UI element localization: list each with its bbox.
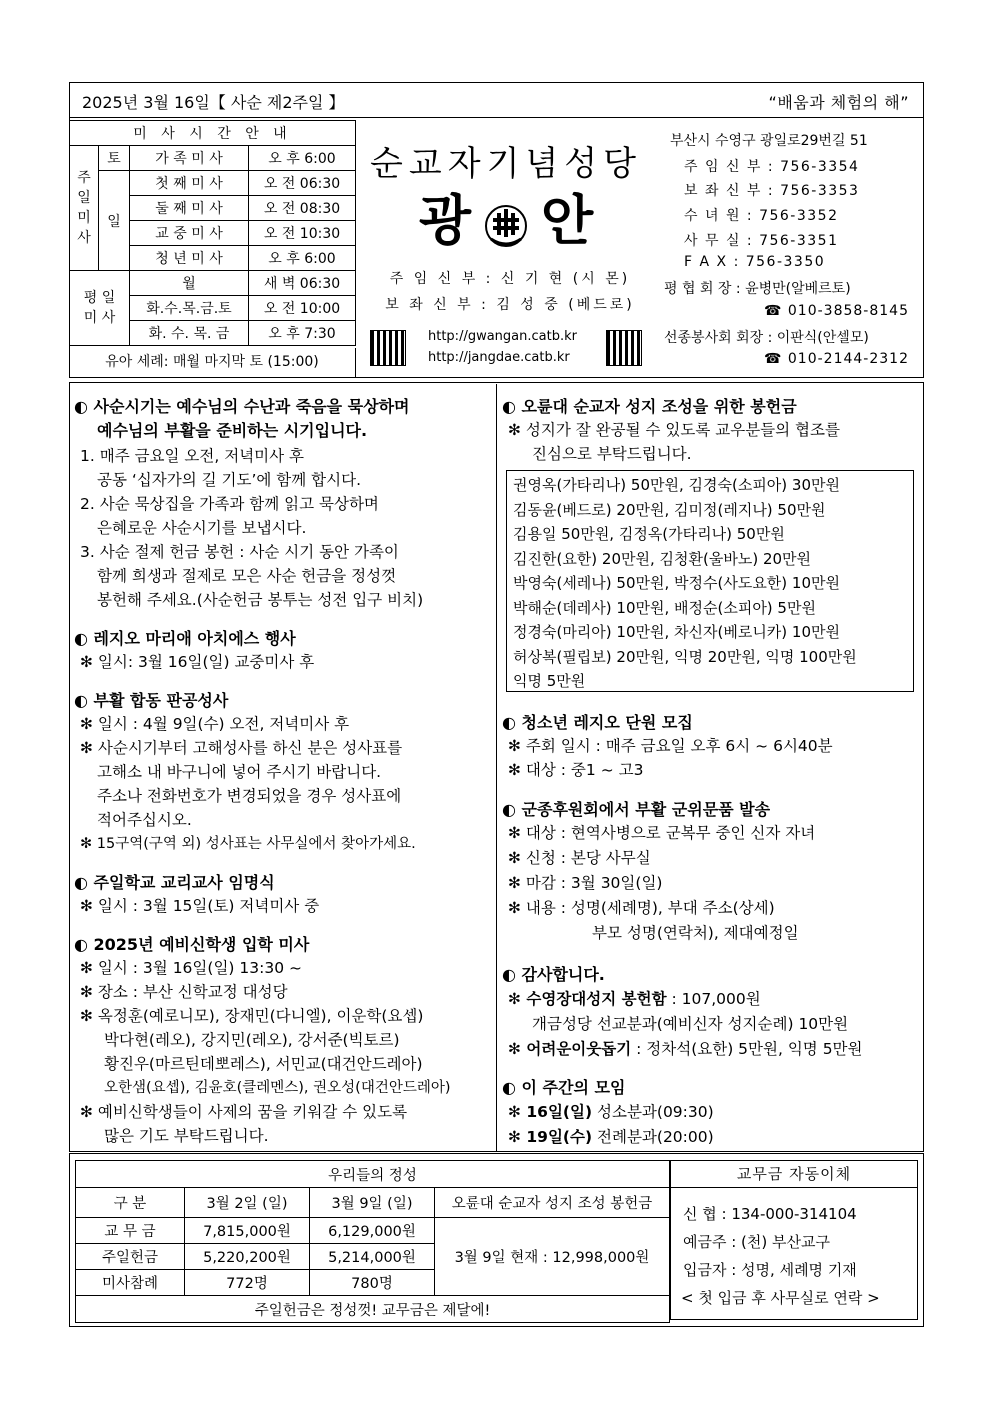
lent-item: 함께 희생과 절제로 모은 사순 헌금을 정성껏 (97, 567, 397, 585)
mass-time: 오 후 6:00 (249, 246, 356, 271)
church-subtitle: 순교자기념성당 (370, 144, 642, 184)
website-link[interactable]: http://jangdae.catb.kr (428, 350, 570, 365)
sunday-mass-label: 주 일 미 사 (70, 146, 99, 271)
contact-line: 주 임 신 부 : 756-3354 (684, 159, 860, 175)
lent-item: 1. 매주 금요일 오전, 저녁미사 후 (80, 447, 305, 465)
account-holder: 예금주 : (천) 부산교구 (683, 1233, 830, 1251)
meeting-date: ✻ 19일(수) (508, 1128, 593, 1146)
military-gift-item: ✻ 신청 : 본당 사무실 (508, 849, 651, 867)
website-link[interactable]: http://gwangan.catb.kr (428, 329, 577, 344)
lent-item: 3. 사순 절제 헌금 봉헌 : 사순 시기 동안 가족이 (80, 543, 399, 561)
row-label: 교 무 금 (76, 1218, 185, 1244)
lent-item: 2. 사순 묵상집을 가족과 함께 읽고 묵상하며 (80, 495, 379, 513)
col-header: 구 분 (76, 1188, 185, 1218)
column-divider (496, 384, 497, 1152)
pastor-line: 주 임 신 부 : 신 기 현 (시 몬) (389, 271, 631, 287)
council-president: 평 협 회 장 : 윤병만(알베르토) (664, 281, 851, 297)
seminary-item: ✻ 옥정훈(예로니모), 장재민(다니엘), 이운학(요셉) (80, 1007, 424, 1025)
youth-legio-item: ✻ 대상 : 중1 ~ 고3 (508, 761, 644, 779)
teacher-item: ✻ 일시 : 3월 15일(토) 저녁미사 중 (80, 897, 320, 915)
seminary-item: 박다현(레오), 강지민(레오), 강서준(빅토르) (104, 1031, 400, 1049)
assistant-priest-line: 보 좌 신 부 : 김 성 중 (베드로) (385, 297, 635, 313)
seminary-item: 많은 기도 부탁드립니다. (104, 1127, 269, 1145)
donor-line: 박해순(데레사) 10만원, 배정순(소피아) 5만원 (513, 598, 816, 617)
confession-heading: ◐ 부활 합동 판공성사 (74, 691, 229, 710)
contact-line: 수 녀 원 : 756-3352 (684, 208, 839, 224)
legio-heading: ◐ 레지오 마리애 아치에스 행사 (74, 629, 296, 648)
row-value: 780명 (310, 1270, 435, 1296)
donor-line: 허상복(필립보) 20만원, 익명 20만원, 익명 100만원 (513, 647, 857, 666)
contact-line: 보 좌 신 부 : 756-3353 (684, 183, 860, 199)
meeting-date: ✻ 16일(일) (508, 1103, 593, 1121)
youth-legio-item: ✻ 주회 일시 : 매주 금요일 오후 6시 ~ 6시40분 (508, 737, 833, 755)
mass-name: 화. 수. 목. 금 (130, 321, 249, 346)
confession-item: ✻ 일시 : 4월 9일(수) 오전, 저녁미사 후 (80, 715, 350, 733)
thanks-item (508, 987, 761, 1009)
lent-item: 봉헌해 주세요.(사순헌금 봉투는 성전 입구 비치) (97, 591, 424, 609)
offering-table (75, 1160, 670, 1323)
mass-schedule-table (69, 120, 356, 346)
mass-name: 화.수.목.금.토 (130, 296, 249, 321)
seminary-item: ✻ 일시 : 3월 16일(일) 13:30 ~ (80, 959, 302, 977)
auto-transfer-box (670, 1160, 918, 1320)
saturday-label: 토 (99, 146, 130, 171)
thanks-item-label: ✻ 수영장대성지 봉헌함 (508, 990, 667, 1008)
row-value: 6,129,000원 (310, 1218, 435, 1244)
row-value: 772명 (185, 1270, 310, 1296)
contact-line: F A X : 756-3350 (684, 254, 826, 270)
row-label: 미사참례 (76, 1270, 185, 1296)
mass-time: 오 전 10:30 (249, 221, 356, 246)
col-header: 3월 9일 (일) (310, 1188, 435, 1218)
legio-item: ✻ 일시: 3월 16일(일) 교중미사 후 (80, 653, 315, 671)
contact-line: 사 무 실 : 756-3351 (684, 233, 839, 249)
qr-code-icon[interactable] (606, 330, 642, 366)
shrine-fund-title: 오륜대 순교자 성지 조성 봉헌금 (435, 1188, 670, 1218)
row-value: 7,815,000원 (185, 1218, 310, 1244)
seminary-item: ✻ 예비신학생들이 사제의 꿈을 키워갈 수 있도록 (80, 1103, 408, 1121)
mass-name: 가 족 미 사 (130, 146, 249, 171)
offering-footer: 주일헌금은 정성껏! 교무금은 제달에! (76, 1296, 670, 1323)
church-name-right: 안 (541, 188, 594, 252)
thanks-item-label: ✻ 어려운이웃돕기 (508, 1040, 632, 1058)
confession-item: ✻ 15구역(구역 외) 성사표는 사무실에서 찾아가세요. (80, 836, 416, 852)
lent-item: 공동 ‘십자가의 길 기도’에 함께 합시다. (97, 471, 362, 489)
address: 부산시 수영구 광일로29번길 51 (670, 133, 868, 149)
sunday-label: 일 (99, 171, 130, 271)
thanks-item-value: : 107,000원 (666, 990, 761, 1008)
service-phone: ☎ 010-2144-2312 (764, 351, 909, 367)
service-president: 선종봉사회 회장 : 이판식(안셀모) (664, 330, 869, 346)
infant-baptism-note: 유아 세례: 매월 마지막 토 (15:00) (69, 348, 356, 377)
mass-name: 둘 째 미 사 (130, 196, 249, 221)
donor-list (506, 470, 914, 692)
year-motto: “배움과 체험의 해” (768, 93, 909, 112)
mass-time: 새 벽 06:30 (249, 271, 356, 296)
auto-transfer-title: 교무금 자동이체 (671, 1161, 917, 1188)
confession-item: 적어주십시오. (97, 811, 192, 829)
row-label: 주일헌금 (76, 1244, 185, 1270)
youth-legio-heading: ◐ 청소년 레지오 단원 모집 (502, 713, 693, 732)
offering-title: 우리들의 정성 (76, 1161, 670, 1188)
lent-heading: ◐ 사순시기는 예수님의 수난과 죽음을 묵상하며 (74, 397, 410, 416)
donor-line: 김진한(요한) 20만원, 김청환(울바노) 20만원 (513, 549, 812, 568)
lent-heading-2: 예수님의 부활을 준비하는 시기입니다. (97, 421, 368, 440)
donor-line: 익명 5만원 (513, 672, 586, 690)
confession-item: 주소나 전화번호가 변경되었을 경우 성사표에 (97, 787, 402, 805)
military-gift-item: 부모 성명(연락처), 제대예정일 (592, 924, 799, 942)
donor-line: 박영숙(세레나) 50만원, 박정수(사도요한) 10만원 (513, 574, 840, 592)
mass-name: 첫 째 미 사 (130, 171, 249, 196)
military-gift-item: ✻ 대상 : 현역사병으로 군복무 중인 신자 자녀 (508, 824, 816, 842)
weekday-mass-label: 평 일 미 사 (70, 271, 130, 346)
donor-line: 정경숙(마리아) 10만원, 차신자(베로니카) 10만원 (513, 623, 840, 641)
seminary-item: ✻ 장소 : 부산 신학교정 대성당 (80, 983, 288, 1001)
meeting-item (508, 1100, 714, 1122)
seminary-item: 오한샘(요셉), 김윤호(클레멘스), 권오성(대건안드레아) (104, 1080, 451, 1096)
shrine-fund-item: ✻ 성지가 잘 완공될 수 있도록 교우분들의 협조를 (508, 421, 840, 439)
meeting-name: 전례분과(20:00) (592, 1128, 714, 1146)
donor-line: 권영옥(가타리나) 50만원, 김경숙(소피아) 30만원 (513, 476, 840, 494)
contact-block (660, 130, 922, 370)
bulletin-date: 2025년 3월 16일【 사순 제2주일 】 (82, 93, 345, 112)
meeting-name: 성소분과(09:30) (592, 1103, 714, 1121)
donor-line: 김용일 50만원, 김정옥(가타리나) 50만원 (513, 525, 785, 543)
mass-time: 오 전 08:30 (249, 196, 356, 221)
shrine-fund-item: 진심으로 부탁드립니다. (532, 445, 692, 463)
title-bar (69, 82, 924, 118)
seminary-item: 황진우(마르틴데뽀레스), 서민교(대건안드레아) (104, 1055, 423, 1073)
shrine-fund-heading: ◐ 오륜대 순교자 성지 조성을 위한 봉헌금 (502, 397, 797, 416)
mass-time: 오 후 6:00 (249, 146, 356, 171)
donor-line: 김동윤(베드로) 20만원, 김미정(레지나) 50만원 (513, 500, 826, 519)
mass-name: 교 중 미 사 (130, 221, 249, 246)
mass-time: 오 후 7:30 (249, 321, 356, 346)
council-phone: ☎ 010-3858-8145 (764, 303, 909, 319)
qr-code-icon[interactable] (370, 330, 406, 366)
church-name (356, 178, 656, 255)
thanks-item-value: : 정차석(요한) 5만원, 익명 5만원 (631, 1040, 863, 1058)
thanks-item (508, 1037, 863, 1059)
bank-account: 신 협 : 134-000-314104 (683, 1205, 857, 1223)
col-header: 3월 2일 (일) (185, 1188, 310, 1218)
lent-item: 은혜로운 사순시기를 보냅시다. (97, 519, 307, 537)
mass-name: 청 년 미 사 (130, 246, 249, 271)
depositor-note: 입금자 : 성명, 세례명 기재 (683, 1261, 857, 1279)
mass-time: 오 전 06:30 (249, 171, 356, 196)
military-gift-item: ✻ 내용 : 성명(세례명), 부대 주소(상세) (508, 899, 775, 917)
military-gift-heading: ◐ 군종후원회에서 부활 군위문품 발송 (502, 800, 771, 819)
mass-name: 월 (130, 271, 249, 296)
shrine-fund-total: 3월 9일 현재 : 12,998,000원 (435, 1218, 670, 1296)
parish-emblem-icon (481, 200, 531, 250)
military-gift-item: ✻ 마감 : 3월 30일(일) (508, 874, 663, 892)
thanks-heading: ◐ 감사합니다. (502, 965, 605, 984)
confession-item: ✻ 사순시기부터 고해성사를 하신 분은 성사표를 (80, 739, 403, 757)
confession-item: 고해소 내 바구니에 넣어 주시기 바랍니다. (97, 763, 382, 781)
thanks-item: 개금성당 선교분과(예비신자 성지순례) 10만원 (532, 1015, 849, 1033)
teacher-heading: ◐ 주일학교 교리교사 임명식 (74, 873, 275, 892)
mass-schedule-title: 미 사 시 간 안 내 (70, 121, 356, 146)
row-value: 5,220,200원 (185, 1244, 310, 1270)
contact-note: < 첫 입금 후 사무실로 연락 > (681, 1289, 880, 1307)
seminary-heading: ◐ 2025년 예비신학생 입학 미사 (74, 935, 310, 954)
meeting-item (508, 1125, 714, 1147)
row-value: 5,214,000원 (310, 1244, 435, 1270)
weekly-meetings-heading: ◐ 이 주간의 모임 (502, 1078, 626, 1097)
church-name-left: 광 (418, 188, 471, 252)
mass-time: 오 전 10:00 (249, 296, 356, 321)
